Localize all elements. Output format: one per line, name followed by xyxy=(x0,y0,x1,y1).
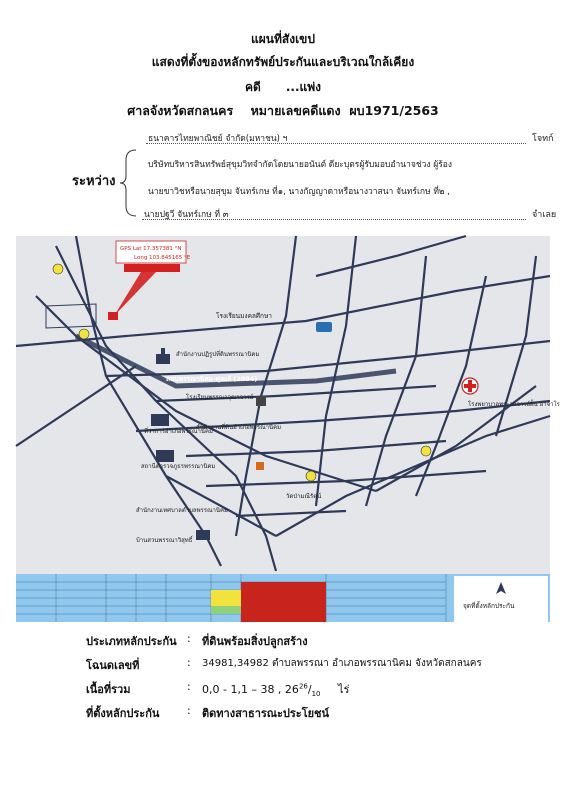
map-legend: จุดที่ตั้งหลักประกัน xyxy=(463,602,515,610)
court-line: ศาลจังหวัดสกลนคร หมายเลขคดีแดง ผบ1971/2563 xyxy=(127,103,439,118)
location-colon: : xyxy=(187,704,191,717)
location-map xyxy=(16,236,560,622)
pin-icon xyxy=(108,312,118,320)
party-line-3: นายขาวิชหรือนายสุขุม จันทร์เกษ ที่๑, นางกัญญาดาหรือนางวาสนา จันทร์เกษ ที่๒ , xyxy=(148,187,450,197)
plaintiff-line xyxy=(146,143,526,144)
area-main: 0,0 - 1,1 – 38 , 26 xyxy=(202,683,299,696)
doc-subtitle: แสดงที่ตั้งของหลักทรัพย์ประกันและบริเวณใกล้เคียง xyxy=(151,55,415,69)
deed-colon: : xyxy=(187,656,191,669)
map-label-temple: วัดป่ามณีรัตน์ xyxy=(286,493,322,500)
map-label-hospital: โรงพยาบาลพระอาจารย์ฝั้น อาจาโร xyxy=(468,401,560,408)
defendant-role: จำเลย xyxy=(532,210,557,220)
map-label-school1: โรงเรียนมงคลศึกษา xyxy=(216,312,272,320)
location-label: ที่ตั้งหลักประกัน xyxy=(86,707,160,720)
defendant-name: นายปฐวี จันทร์เกษ ที่ ๓ xyxy=(144,210,229,220)
area-sup: 26 xyxy=(298,682,308,691)
map-label-road: ถนนพรรณานิคม-ทุ่งแย้ (2094) xyxy=(166,375,258,383)
area-label: เนื้อที่รวม xyxy=(86,683,131,696)
gps-long: Long 103.845165 °E xyxy=(134,255,191,261)
case-type: คดี ...แพ่ง xyxy=(244,80,322,94)
type-value: ที่ดินพร้อมสิ่งปลูกสร้าง xyxy=(202,635,308,648)
area-unit: ไร่ xyxy=(338,683,350,696)
party-line-2: บริษัทบริหารสินทรัพย์สุขุมวิทจำกัดโดยนายอนันต์ ดียะบุตรผู้รับมอบอำนาจช่วง ผู้ร้อง xyxy=(148,160,453,170)
map-label-land-office: สำนักงานที่ดินอำเภอพรรณานิคม xyxy=(196,424,282,431)
map-label-district-office1: สำนักงานปฏิรูปที่ดินพรรณานิคม xyxy=(176,351,260,358)
hospital-icon xyxy=(462,378,478,394)
map-canvas xyxy=(16,236,560,622)
deed-label: โฉนดเลขที่ xyxy=(86,659,140,672)
bus-icon xyxy=(316,322,332,332)
map-label-subdistrict: สำนักงานเทศบาลตำบลพรรณานิคม xyxy=(136,507,228,514)
doc-title: แผนที่สังเขป xyxy=(251,32,315,46)
deed-value: 34981,34982 ตำบลพรรณา อำเภอพรรณานิคม จังหวัดสกลนคร xyxy=(202,658,482,669)
brace-icon xyxy=(118,148,138,218)
map-label-police: สถานีตำรวจภูธรพรรณานิคม xyxy=(141,463,216,470)
location-value: ติดทางสาธารณะประโยชน์ xyxy=(202,707,330,720)
plaintiff-role: โจทก์ xyxy=(532,134,554,144)
plaintiff-name: ธนาคารไทยพาณิชย์ จำกัด(มหาชน) ฯ xyxy=(148,134,288,144)
legend-tag xyxy=(124,264,180,272)
area-sub: 10 xyxy=(311,690,321,699)
map-label-school2: โรงเรียนพรรณาวุฒาจารย์ xyxy=(186,394,254,401)
gps-lat: GPS Lat 17.357381 °N xyxy=(120,246,182,252)
defendant-line xyxy=(142,219,526,220)
map-label-village: บ้านสวนพรรณาวิสุทธิ์ xyxy=(136,537,193,544)
between-label: ระหว่าง xyxy=(72,174,116,189)
area-value: 0,0 - 1,1 – 38 , $26^{26}/_{10}$ ไร่ xyxy=(202,682,350,699)
type-colon: : xyxy=(187,632,191,645)
map-label-district-office: ที่ว่าการอำเภอพรรณานิคม xyxy=(144,428,213,435)
area-colon: : xyxy=(187,680,191,693)
type-label: ประเภทหลักประกัน xyxy=(86,635,177,648)
